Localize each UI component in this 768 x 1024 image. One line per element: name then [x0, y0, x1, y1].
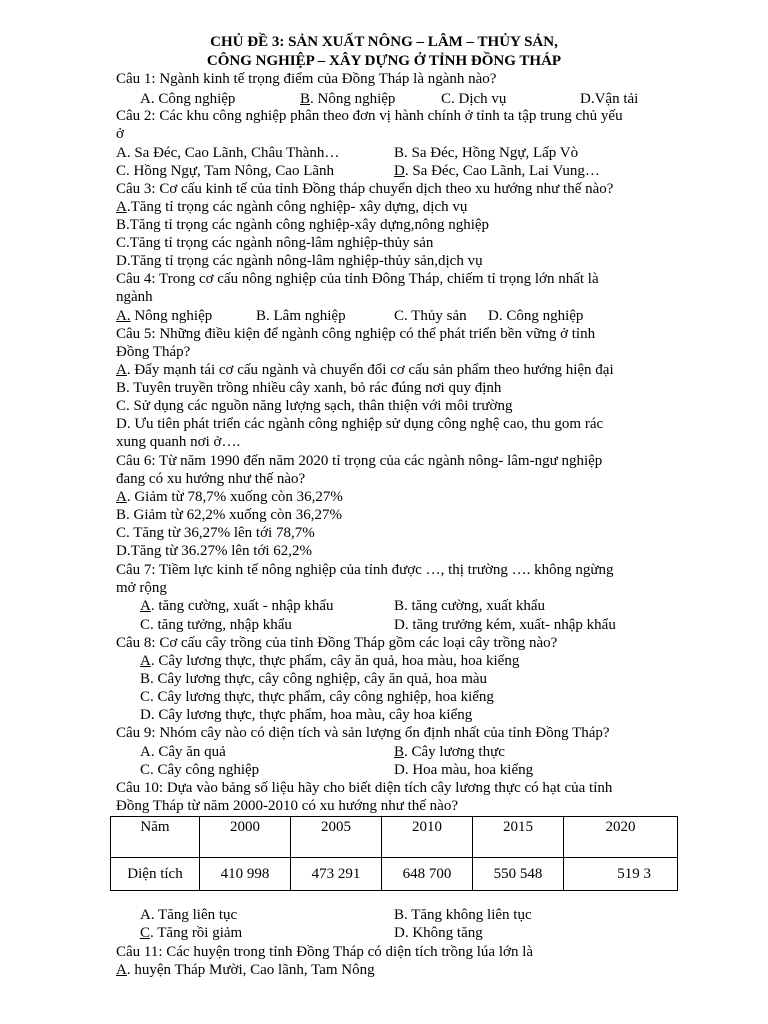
table-header-row [111, 817, 678, 858]
question-10-line-1: Câu 10: Dựa vào bảng số liệu hãy cho biết diện tích cây lương thực có hạt của tỉnh [116, 780, 613, 796]
q3-option-b: B.Tăng tỉ trọng các ngành công nghiệp-xây dựng,nông nghiệp [116, 217, 490, 233]
q2-option-c: C. Hồng Ngự, Tam Nông, Cao Lãnh [116, 163, 335, 179]
option-text: Nông nghiệp [130, 308, 213, 324]
q10-option-d: D. Không tăng [394, 925, 483, 941]
answer-mark: A [116, 962, 127, 978]
q3-option-d: D.Tăng tỉ trọng các ngành nông-lâm nghiệp-thủy sản,dịch vụ [116, 253, 483, 269]
q5-option-d-line-1: D. Ưu tiên phát triển các ngành công nghiệp sử dụng công nghệ cao, thu gom rác [116, 416, 604, 432]
answer-mark: C [140, 925, 151, 941]
question-4-line-2: ngành [116, 289, 153, 305]
q1-option-a: A. Công nghiệp [140, 91, 236, 107]
table-row [111, 858, 678, 891]
table-cell: 473 291 [291, 858, 382, 891]
table-cell: Diện tích [111, 858, 200, 891]
q6-option-a [116, 489, 343, 507]
q8-option-c: C. Cây lương thực, thực phẩm, cây công nghiệp, hoa kiểng [140, 689, 494, 705]
q4-option-a [116, 308, 212, 326]
question-1: Câu 1: Ngành kinh tế trọng điểm của Đồng Tháp là ngành nào? [116, 71, 497, 87]
question-5-line-1: Câu 5: Những điều kiện để ngành công nghiệp có thể phát triển bền vững ở tỉnh [116, 326, 596, 342]
question-5-line-2: Đồng Tháp? [116, 344, 191, 360]
q8-option-b: B. Cây lương thực, cây công nghiệp, cây ăn quả, hoa màu [140, 671, 488, 687]
q10-option-a: A. Tăng liên tục [140, 907, 238, 923]
q3-option-a [116, 199, 467, 217]
q11-option-a [116, 962, 375, 980]
q2-option-b: B. Sa Đéc, Hồng Ngự, Lấp Vò [394, 145, 579, 161]
answer-mark: D [394, 163, 405, 179]
q4-option-c: C. Thủy sản [394, 308, 467, 324]
q5-option-b: B. Tuyên truyền trồng nhiều cây xanh, bỏ rác đúng nơi quy định [116, 380, 502, 396]
q8-option-d: D. Cây lương thực, thực phẩm, hoa màu, cây hoa kiểng [140, 707, 473, 723]
q7-option-a [140, 598, 334, 616]
table-cell: 2010 [382, 817, 473, 858]
table-cell: 648 700 [382, 858, 473, 891]
table-cell: 2015 [473, 817, 564, 858]
option-text: . tăng cường, xuất - nhập khẩu [150, 598, 334, 614]
question-10-line-2: Đồng Tháp từ năm 2000-2010 có xu hướng như thế nào? [116, 798, 458, 814]
question-2-line-1: Câu 2: Các khu công nghiệp phân theo đơn vị hành chính ở tỉnh ta tập trung chủ yếu [116, 108, 623, 124]
area-data-table [110, 816, 678, 891]
q4-option-b: B. Lâm nghiệp [256, 308, 346, 324]
q7-option-b: B. tăng cường, xuất khẩu [394, 598, 546, 614]
question-9: Câu 9: Nhóm cây nào có diện tích và sản lượng ổn định nhất của tỉnh Đồng Tháp? [116, 725, 610, 741]
option-text: . Giảm từ 78,7% xuống còn 36,27% [126, 489, 343, 505]
answer-mark: A [116, 489, 127, 505]
option-text: . Cây lương thực, thực phẩm, cây ăn quả, hoa màu, hoa kiểng [150, 653, 520, 669]
question-6-line-1: Câu 6: Từ năm 1990 đến năm 2020 tỉ trọng của các ngành nông- lâm-ngư nghiệp [116, 453, 603, 469]
q10-option-c [140, 925, 242, 943]
answer-mark: A [116, 362, 127, 378]
q1-option-b [300, 91, 395, 109]
table-cell: 2005 [291, 817, 382, 858]
table-cell: 410 998 [200, 858, 291, 891]
question-3: Câu 3: Cơ cấu kinh tế của tỉnh Đồng tháp chuyển dịch theo xu hướng như thế nào? [116, 181, 614, 197]
question-7-line-1: Câu 7: Tiềm lực kinh tế nông nghiệp của tỉnh được …, thị trường …. không ngừng [116, 562, 614, 578]
option-text: . Nông nghiệp [310, 91, 396, 107]
option-text: . Sa Đéc, Cao Lãnh, Lai Vung… [404, 163, 600, 179]
question-7-line-2: mở rộng [116, 580, 167, 596]
question-4-line-1: Câu 4: Trong cơ cấu nông nghiệp của tỉnh Đông Tháp, chiếm tỉ trọng lớn nhất là [116, 271, 599, 287]
table-cell: 2020 [564, 817, 678, 858]
q6-option-c: C. Tăng từ 36,27% lên tới 78,7% [116, 525, 315, 541]
q6-option-d: D.Tăng từ 36.27% lên tới 62,2% [116, 543, 313, 559]
question-2-line-2: ở [116, 126, 124, 142]
answer-mark: B [300, 91, 311, 107]
q5-option-c: C. Sử dụng các nguồn năng lượng sạch, thân thiện với môi trường [116, 398, 513, 414]
doc-title-line-2: CÔNG NGHIỆP – XÂY DỰNG Ở TỈNH ĐỒNG THÁP [206, 53, 562, 69]
q9-option-d: D. Hoa màu, hoa kiểng [394, 762, 534, 778]
q7-option-d: D. tăng trưởng kém, xuất- nhập khẩu [394, 617, 616, 633]
q1-option-c: C. Dịch vụ [441, 91, 507, 107]
question-6-line-2: đang có xu hướng như thế nào? [116, 471, 306, 487]
answer-mark: A. [116, 308, 131, 324]
answer-mark: B [394, 744, 405, 760]
q2-option-a: A. Sa Đéc, Cao Lãnh, Châu Thành… [116, 145, 340, 161]
table-cell: Năm [111, 817, 200, 858]
option-text: . Tăng rồi giảm [150, 925, 243, 941]
q8-option-a [140, 653, 519, 671]
table-cell: 2000 [200, 817, 291, 858]
q1-option-d: D.Vận tải [580, 91, 639, 107]
q5-option-d-line-2: xung quanh nơi ở…. [116, 434, 241, 450]
q10-option-b: B. Tăng không liên tục [394, 907, 532, 923]
option-text: . Cây lương thực [404, 744, 505, 760]
q9-option-b [394, 744, 505, 762]
answer-mark: A [140, 653, 151, 669]
question-11: Câu 11: Các huyện trong tỉnh Đồng Tháp có diện tích trồng lúa lớn là [116, 944, 534, 960]
q9-option-a: A. Cây ăn quả [140, 744, 226, 760]
q4-option-d: D. Công nghiệp [488, 308, 584, 324]
option-text: . huyện Tháp Mười, Cao lãnh, Tam Nông [126, 962, 375, 978]
q7-option-c: C. tăng tưởng, nhập khẩu [140, 617, 292, 633]
q3-option-c: C.Tăng tỉ trọng các ngành nông-lâm nghiệp-thủy sản [116, 235, 434, 251]
answer-mark: A [140, 598, 151, 614]
doc-title-line-1: CHỦ ĐỀ 3: SẢN XUẤT NÔNG – LÂM – THỦY SẢN, [210, 34, 558, 50]
question-8: Câu 8: Cơ cấu cây trồng của tỉnh Đồng Tháp gồm các loại cây trồng nào? [116, 635, 558, 651]
q9-option-c: C. Cây công nghiệp [140, 762, 260, 778]
q6-option-b: B. Giảm từ 62,2% xuống còn 36,27% [116, 507, 343, 523]
table-cell: 519 3 [564, 858, 678, 891]
table-cell: 550 548 [473, 858, 564, 891]
q5-option-a [116, 362, 614, 380]
option-text: .Tăng tỉ trọng các ngành công nghiệp- xây dựng, dịch vụ [126, 199, 468, 215]
answer-mark: A [116, 199, 127, 215]
q2-option-d [394, 163, 600, 181]
option-text: . Đẩy mạnh tái cơ cấu ngành và chuyển đổi cơ cấu sản phẩm theo hướng hiện đại [126, 362, 614, 378]
